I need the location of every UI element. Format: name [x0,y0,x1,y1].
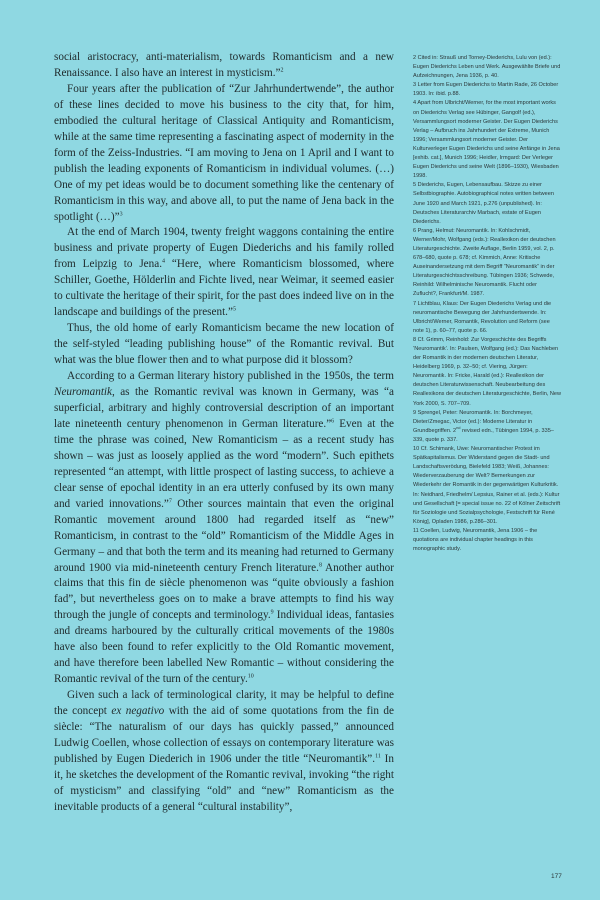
footnote-5: 5 Diederichs, Eugen, Lebensaufbau. Skizze zu einer Selbstbiographie. Autobiographical notes written between June 1920 and March 1921, p.276 (unpublished). In: Deutsches Literaturarchiv Marbach, estate of Eugen Diederichs. [413,182,554,225]
paragraph-6 [54,688,394,816]
paragraph-4 [54,321,394,369]
footnote-9 [413,409,561,445]
footnotes-column [413,54,561,554]
footnote-10: 10 Cf. Schimank, Uwe: Neuromantischer Protest im Spätkapitalismus. Der Widerstand gegen die Stadt- und Landschaftsverödung, Bielefeld 1983; Weiß, Johannes: Wiederverzauberung der Welt? Bemerkungen zur Wiederkehr der Romantik in der gegenwärtigen Kulturkritik. In: Neidhard, Friedhelm/ Lepsius, Rainer et al. (eds.): Kultur und Gesellschaft [= special issue no. 22 of Kölner Zeitschrift für Soziologie und Sozialpsychologie, Festschrift für René König], Opladen 1986, p.286–301. [413,446,561,525]
text-run: revised edn., Tübingen 1994, p. 335–339, quote p. 337. [413,427,554,443]
footnote-ref: 6 [331,418,335,425]
italic-term: Neuromantik [54,386,113,399]
paragraph-2 [54,82,394,226]
text-run: Other sources maintain that even the original Romantic movement around 1800 had regarded itself as “new” Romanticism, in contrast to the “old” Romanticism of the Middle Ages in Germany – and that both the term and its meaning had returned to Germany around 1900 via mid-nineteenth century French literature. [54,497,394,574]
footnote-ref: 9 [270,609,274,616]
page-number: 177 [551,873,562,880]
footnote-6: 6 Prang, Helmut: Neuromantik. In: Kohlschmidt, Werner/Mohr, Wolfgang (eds.): Reallexikon der deutschen Literaturgeschichte. Zweite Auflage, Berlin 1959, vol. 2, p. 678–680, quote p. 678; cf. Kimmich, Anne: Kritische Auseinandersetzung mit dem Begriff “Neuromantik” in der Literaturgeschichtsschreibung. Tübingen 1936; Schwede, Reinhild: Wilhelminische Neuromantik. Flucht oder Zuflucht?, Frankfurt/M. 1987. [413,227,556,298]
text-run: Thus, the old home of early Romanticism became the new location of the self-styled “leading publishing house” of the Romantic revival. But what was the blue flower then and to what purpose did it blossom? [54,322,394,367]
text-run: At the end of March 1904, twenty freight waggons containing the entire business and private property of Eugen Diederichs and his family rolled from Leipzig to Jena. [54,226,394,271]
text-run: Another author claims that this fin de siècle phenomenon was “quite obviously a fashion fad”, but nevertheless goes on to make a brave attempts to find his way through the jungle of concepts and terminology. [54,561,394,622]
text-run: Four years after the publication of “Zur Jahrhundertwende”, the author of these lines decided to move his business to the city that, for him, embodied the cultural heritage of Classical Antiquity and Romanticism, while at the same time representing a fascinating aspect of modernity in the form of the Zeiss-Industries. “I am moving to Jena on 1 April and I want to publish the leading exponents of Romanticism in individual volumes. (…) One of my pet ideas would be to document something like the centenary of Romanticism in this way, and above all, to put the name of Jena back in the spotlight (…)” [54,82,394,223]
footnote-2: 2 Cited in: Strauß und Torney-Diederichs, Lulu von (ed.): Eugen Diederichs Leben und Werk. Ausgewählte Briefe und Aufzeichnungen, Jena 1936, p. 40. [413,55,561,80]
text-run: , as the Romantic revival was known in Germany, was “a superficial, arbitrary and highly controversial description of an important late nineteenth century phenomenon in German literature.” [54,386,394,430]
footnote-ref: 2 [280,67,284,74]
text-run: According to a German literary history published in the 1950s, the term [67,370,394,383]
body-text-column [54,50,394,816]
footnote-7: 7 Lichtblau, Klaus: Der Eugen Diederichs Verlag und die neuromantische Bewegung der Jahrhundertwende. In: Ulbricht/Werner, Romantik, Revolution und Reform (see note 1), p. 60–77, quote p. 66. [413,300,552,334]
footnote-3: 3 Letter from Eugen Diederichs to Martin Rade, 26 October 1903. In: ibid. p.88. [413,82,559,98]
paragraph-5 [54,369,394,688]
footnote-ref: 3 [119,210,123,217]
text-run: Individual ideas, fantasies and dreams harboured by the culturally critical movements of the 1980s have also been found to refer explicitly to the Old Romantic movement, and have therefore been labelled New Romantic – without considering the Romantic revival of the turn of the century. [54,609,394,686]
footnote-ref: 7 [168,497,172,504]
footnote-ref: 4 [162,258,166,265]
footnote-ref: 11 [375,753,381,760]
paragraph-1 [54,50,394,82]
footnote-4: 4 Apart from Ulbricht/Werner, for the most important works on Diederichs Verlag see Hübinger, Gangolf (ed.), Versammlungsort moderner Geister. Der Eugen Diederichs Verlag – Aufbruch ins Jahrhundert der Extreme, Munich 1996; Versammlungsort moderner Geister. Der Kulturverleger Eugen Diederichs und seine Anfänge in Jena [exhib. cat.], Munich 1996; Heidler, Irmgard: Der Verleger Eugen Diederichs und seine Welt (1896–1930), Wiesbaden 1998. [413,100,560,180]
text-run: In it, he sketches the development of the Romantic revival, invoking “the right of mysticism” and classifying “old” and “new” Romanticism as the inevitable products of a general “cultural instability”, [54,752,394,813]
ordinal-suffix: nd [456,425,461,430]
text-run: 9 Sprengel, Peter: Neuromantik. In: Borchmeyer, Dieter/Zmegac, Victor (ed.): Moderne Literatur in Grundbegriffen. 2 [413,409,533,434]
footnote-ref: 8 [318,561,322,568]
text-run: social aristocracy, anti-materialism, towards Romanticism and a new Renaissance. I also have an interest in mysticism.” [54,51,394,79]
footnote-11: 11 Coellen, Ludwig, Neuromantik, Jena 1906 – the quotations are individual chapter headings in this monographic study. [413,527,538,553]
italic-term: ex negativo [111,705,165,718]
text-run: “Here, where Romanticism blossomed, where Schiller, Goethe, Hölderlin and Fichte lived, near Weimar, it seemed easier to cultivate the heritage of their spirit, for the past does indeed live on in the landscape and buildings of the present.” [54,258,395,319]
footnote-8: 8 Cf. Grimm, Reinhold: Zur Vorgeschichte des Begriffs ‘Neuromantik’. In: Paulsen, Wolfgang (ed.): Das Nachleben der Romantik in der modernen deutschen Literatur, Heidelberg 1969, p. 32–50; cf. Viering, Jürgen: Neuromantik. In: Fricke, Harald (ed.): Reallexikon der deutschen Literaturwissenschaft. Neubearbeitung des Reallexikons der deutschen Literaturgeschichte, Berlin, New York 2000, S. 707–709. [413,336,561,407]
text-run: with the aid of some quotations from the fin de siècle: “The naturalism of our days has quickly passed,” announced Ludwig Coellen, whose collection of essays on contemporary literature was published by Eugen Diederich in 1906 under the title “Neuromantik”. [54,705,394,765]
text-run: Even at the time the phrase was coined, New Romanticism – as a recent study has shown – was just as loosely applied as the word “modern”. Such epithets represented “an attempt, with little prospect of lasting success, to achieve a clear sense of epochal identity in an era utterly confused by its own many and varied innovations.” [54,417,395,510]
footnote-ref: 10 [247,673,254,680]
text-run: Given such a lack of terminological clarity, it may be helpful to define the concept [54,689,394,718]
paragraph-3 [54,225,394,321]
footnote-ref: 5 [232,306,236,313]
